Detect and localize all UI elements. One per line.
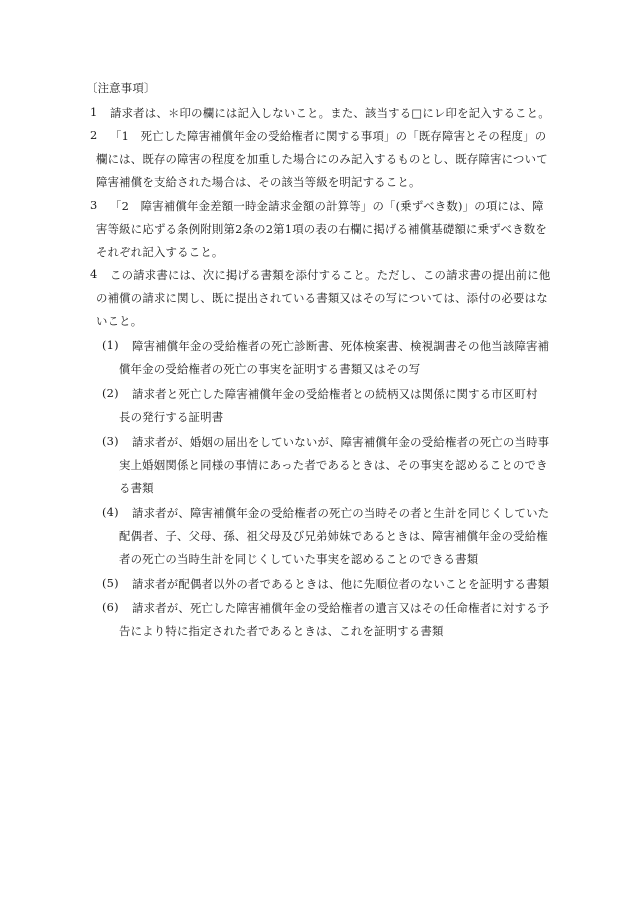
subitem-number: (5)	[102, 576, 119, 590]
subitem-line: 償年金の受給権者の死亡の事実を証明する書類又はその写	[119, 362, 421, 376]
subitem-line: る書類	[119, 481, 154, 495]
subitem-line: 請求者が、死亡した障害補償年金の受給権者の遺言又はその任命権者に対する予	[132, 601, 550, 615]
item-line: この請求書には、次に掲げる書類を添付すること。ただし、この請求書の提出前に他	[110, 268, 551, 282]
item-line: 障害補償を支給された場合は、その該当等級を明記すること。	[96, 175, 421, 189]
subitem-number: (3)	[102, 434, 119, 448]
notes-heading: 〔注意事項〕	[86, 81, 156, 95]
subitem-line: 請求者が、障害補償年金の受給権者の死亡の当時その者と生計を同じくしていた	[132, 506, 550, 520]
item-number: 1	[90, 105, 98, 119]
subitem-number: (4)	[102, 505, 119, 519]
subitem-line: 配偶者、子、父母、孫、祖父母及び兄弟姉妹であるときは、障害補償年金の受給権	[119, 529, 548, 543]
subitem-line: 障害補償年金の受給権者の死亡診断書、死体検案書、検視調書その他当該障害補	[132, 339, 550, 353]
item-line: 欄には、既存の障害の程度を加重した場合にのみ記入するものとし、既存障害について	[96, 152, 548, 166]
item-number: 2	[90, 128, 98, 142]
subitem-number: (1)	[102, 338, 119, 352]
subitem-number: (2)	[102, 386, 119, 400]
subitem-line: 長の発行する証明書	[119, 410, 224, 424]
item-line: 請求者は、＊印の欄には記入しないこと。また、該当する□にレ印を記入すること。	[110, 106, 550, 120]
item-line: 害等級に応ずる条例附則第2条の2第1項の表の右欄に掲げる補償基礎額に乗ずべき数を	[96, 222, 547, 236]
item-line: 「1 死亡した障害補償年金の受給権者に関する事項」の「既存障害とその程度」の	[110, 129, 547, 143]
item-number: 4	[90, 267, 98, 281]
item-number: 3	[90, 198, 98, 212]
item-line: の補償の請求に関し、既に提出されている書類又はその写については、添付の必要はな	[96, 291, 548, 305]
subitem-line: 告により特に指定された者であるときは、これを証明する書類	[119, 624, 444, 638]
subitem-line: 請求者と死亡した障害補償年金の受給権者との続柄又は関係に関する市区町村	[132, 387, 538, 401]
item-line: 「2 障害補償年金差額一時金請求金額の計算等」の「(乗ずべき数)」の項には、障	[110, 199, 544, 213]
subitem-line: 実上婚姻関係と同様の事情にあった者であるときは、その事実を認めることのでき	[119, 458, 548, 472]
subitem-line: 請求者が、婚姻の届出をしていないが、障害補償年金の受給権者の死亡の当時事	[132, 435, 550, 449]
subitem-line: 者の死亡の当時生計を同じくしていた事実を認めることのできる書類	[119, 552, 479, 566]
item-line: それぞれ記入すること。	[96, 245, 224, 259]
item-line: いこと。	[96, 314, 143, 328]
subitem-line: 請求者が配偶者以外の者であるときは、他に先順位者のないことを証明する書類	[132, 577, 550, 591]
subitem-number: (6)	[102, 600, 119, 614]
